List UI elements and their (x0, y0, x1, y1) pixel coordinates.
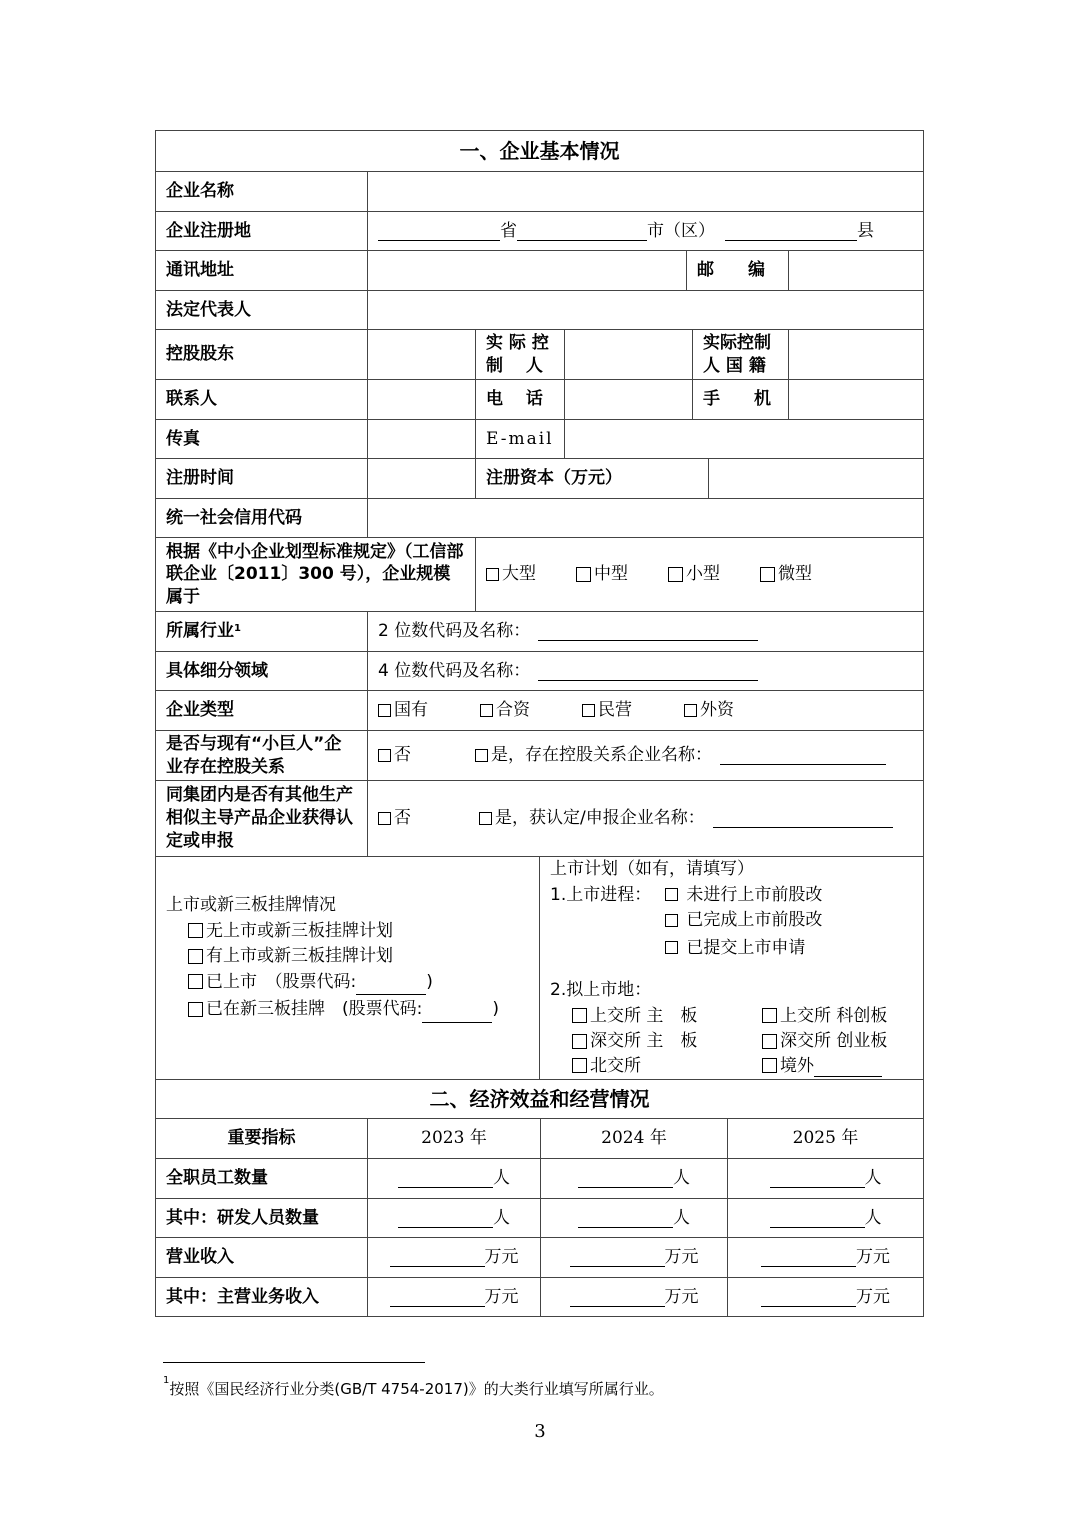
row-fax (156, 419, 923, 458)
listing-title: 上市或新三板挂牌情况 (166, 895, 336, 915)
page-number: 3 (534, 1421, 546, 1442)
checkbox-icon (188, 949, 203, 964)
city-blank[interactable] (517, 222, 647, 241)
footnote-text: 按照《国民经济行业分类(GB/T 4754-2017)》的大类行业填写所属行业。 (169, 1380, 664, 1398)
checkbox-icon (762, 1058, 777, 1073)
checkbox-icon (665, 914, 678, 927)
field-industry[interactable] (367, 612, 923, 651)
county-text: 县 (857, 220, 874, 241)
label-controller: 实 际 控 制 人 (475, 330, 564, 379)
progress-label: 1.上市进程： (550, 884, 652, 905)
field-company-name[interactable] (367, 172, 923, 211)
checkbox-icon (572, 1034, 587, 1049)
col-2024: 2024 年 (540, 1119, 727, 1158)
label-reg-place: 企业注册地 (166, 220, 251, 241)
place-row-2 (550, 1029, 923, 1055)
field-address[interactable] (367, 251, 686, 290)
group-option-no[interactable]: 否 (378, 807, 411, 830)
section1-header-row (156, 131, 923, 171)
listing-option-neeq[interactable]: 已在新三板挂牌 (股票代码: ) (166, 997, 539, 1023)
row-type (156, 690, 923, 730)
group-company-blank[interactable] (713, 809, 893, 828)
checkbox-icon (378, 749, 391, 762)
field-phone[interactable] (564, 380, 692, 419)
checkbox-icon (684, 704, 697, 717)
row-listing (156, 856, 923, 1079)
table-row (156, 1277, 923, 1316)
neeq-code-blank[interactable] (422, 1006, 492, 1023)
label-email: E-mail (475, 420, 564, 458)
place-option-overseas[interactable]: 境外 (762, 1055, 882, 1077)
footnote-mark: 1 (234, 622, 241, 634)
progress-block (550, 883, 923, 909)
label-company-name: 企业名称 (166, 181, 234, 202)
value-cell[interactable]: 人 (540, 1199, 727, 1237)
row-label: 营业收入 (166, 1247, 234, 1268)
value-cell[interactable]: 万元 (727, 1238, 923, 1277)
giant-option-yes[interactable]: 是，存在控股关系企业名称： (475, 744, 712, 767)
checkbox-icon (665, 941, 678, 954)
listing-plan (540, 857, 923, 1079)
place-row-3 (550, 1055, 923, 1077)
checkbox-icon (572, 1058, 587, 1073)
industry-blank[interactable] (538, 622, 758, 641)
label-fax: 传真 (166, 428, 200, 449)
field-legal-rep[interactable] (367, 291, 923, 329)
place-option-sse-main[interactable]: 上交所 主 板 (572, 1004, 762, 1030)
checkbox-icon (576, 567, 591, 582)
type-option-state[interactable]: 国有 (378, 699, 428, 722)
row-label: 其中：主营业务收入 (166, 1286, 319, 1307)
row-shareholder (156, 329, 923, 379)
field-fax[interactable] (367, 420, 475, 458)
label-postcode: 邮 编 (686, 251, 788, 290)
place-option-szse-main[interactable]: 深交所 主 板 (572, 1029, 762, 1055)
checkbox-icon (188, 974, 203, 989)
section1-title: 一、企业基本情况 (459, 138, 620, 163)
plan-title: 上市计划（如有，请填写） (550, 859, 754, 879)
value-cell[interactable]: 人 (727, 1159, 923, 1198)
checkbox-icon (378, 812, 391, 825)
checkbox-icon (582, 704, 595, 717)
checkbox-icon (572, 1008, 587, 1023)
industry-code-label: 2 位数代码及名称： (378, 621, 531, 642)
checkbox-icon (665, 888, 678, 901)
row-industry (156, 611, 923, 651)
row-giant-relation (156, 730, 923, 780)
label-group: 同集团内是否有其他生产相似主导产品企业获得认定或申报 (166, 785, 353, 851)
overseas-blank[interactable] (814, 1060, 882, 1077)
footnote-divider (163, 1362, 425, 1363)
type-options (367, 691, 923, 730)
row-group (156, 780, 923, 856)
place-option-sse-star[interactable]: 上交所 科创板 (762, 1004, 887, 1030)
row-legal-rep (156, 290, 923, 329)
label-address: 通讯地址 (166, 260, 234, 281)
section2-column-header (156, 1118, 923, 1158)
checkbox-icon (762, 1008, 777, 1023)
checkbox-icon (760, 567, 775, 582)
checkbox-icon (188, 1002, 203, 1017)
listing-option-listed[interactable]: 已上市 （股票代码: ) (166, 970, 539, 996)
field-field[interactable] (367, 652, 923, 690)
field-reg-place[interactable] (367, 212, 923, 250)
table-row (156, 1158, 923, 1198)
value-cell[interactable]: 人 (727, 1199, 923, 1237)
giant-option-no[interactable]: 否 (378, 744, 411, 767)
row-contact (156, 379, 923, 419)
group-options (367, 781, 923, 856)
progress-option-1[interactable]: 未进行上市前股改 (665, 883, 822, 909)
field-reg-capital[interactable] (708, 459, 923, 498)
field-shareholder[interactable] (367, 330, 475, 379)
field-email[interactable] (564, 420, 923, 458)
field-reg-time[interactable] (367, 459, 475, 498)
progress-option-2[interactable]: 已完成上市前股改 (550, 908, 923, 934)
giant-relation-options (367, 731, 923, 780)
value-cell[interactable]: 人 (540, 1159, 727, 1198)
listing-option-plan[interactable]: 有上市或新三板挂牌计划 (166, 944, 539, 970)
info-table (155, 130, 924, 1317)
field-blank[interactable] (538, 662, 758, 681)
section2-header-row (156, 1079, 923, 1118)
label-mobile: 手 机 (692, 380, 788, 419)
label-reg-time: 注册时间 (166, 468, 234, 489)
label-reg-capital: 注册资本（万元） (475, 459, 708, 498)
field-controller-nationality[interactable] (788, 330, 923, 379)
label-phone: 电 话 (475, 380, 564, 419)
checkbox-icon (188, 923, 203, 938)
city-text: 市（区） (647, 220, 715, 241)
listing-option-none[interactable]: 无上市或新三板挂牌计划 (166, 919, 539, 945)
field-controller[interactable] (564, 330, 692, 379)
label-scale: 根据《中小企业划型标准规定》（工信部联企业〔2011〕300 号），企业规模属于 (166, 542, 464, 607)
label-legal-rep: 法定代表人 (166, 299, 251, 320)
row-company-name (156, 171, 923, 211)
checkbox-icon (475, 749, 488, 762)
province-blank[interactable] (378, 222, 500, 241)
section2-title: 二、经济效益和经营情况 (429, 1086, 650, 1111)
progress-option-3[interactable]: 已提交上市申请 (550, 936, 923, 962)
province-text: 省 (500, 220, 517, 241)
row-scale (156, 537, 923, 611)
col-2025: 2025 年 (727, 1119, 923, 1158)
checkbox-icon (668, 567, 683, 582)
field-mobile[interactable] (788, 380, 923, 419)
type-option-foreign[interactable]: 外资 (684, 699, 734, 722)
label-industry: 所属行业 1 (166, 621, 241, 642)
table-row (156, 1237, 923, 1277)
listing-status (156, 857, 540, 1079)
field-credit-code[interactable] (367, 499, 923, 537)
footnote-mark: 1 (163, 1375, 170, 1386)
field-contact[interactable] (367, 380, 475, 419)
county-blank[interactable] (725, 222, 857, 241)
value-cell[interactable]: 万元 (540, 1278, 727, 1316)
row-label: 其中：研发人员数量 (166, 1207, 319, 1228)
giant-company-blank[interactable] (720, 746, 886, 765)
value-cell[interactable]: 万元 (367, 1278, 540, 1316)
table-row (156, 1198, 923, 1237)
value-cell[interactable]: 人 (367, 1199, 540, 1237)
place-label: 2.拟上市地： (550, 980, 652, 1000)
type-option-private[interactable]: 民营 (582, 699, 632, 722)
group-option-yes[interactable]: 是，获认定/申报企业名称： (479, 807, 705, 830)
label-contact: 联系人 (166, 389, 217, 410)
field-postcode[interactable] (788, 251, 923, 290)
scale-options (475, 538, 923, 611)
row-reg-place (156, 211, 923, 250)
row-reg-time (156, 458, 923, 498)
checkbox-icon (378, 704, 391, 717)
label-type: 企业类型 (166, 700, 234, 721)
value-cell[interactable]: 万元 (727, 1278, 923, 1316)
type-option-joint[interactable]: 合资 (480, 699, 530, 722)
label-credit-code: 统一社会信用代码 (166, 507, 302, 528)
place-option-szse-gem[interactable]: 深交所 创业板 (762, 1029, 887, 1055)
label-field: 具体细分领域 (166, 660, 268, 681)
scale-option-large[interactable]: 大型 (486, 563, 536, 586)
checkbox-icon (480, 704, 493, 717)
checkbox-icon (479, 812, 492, 825)
scale-option-medium[interactable]: 中型 (576, 563, 628, 586)
row-label: 全职员工数量 (166, 1168, 268, 1189)
field-code-label: 4 位数代码及名称： (378, 660, 531, 681)
label-giant-relation: 是否与现有“小巨人”企业存在控股关系 (166, 734, 342, 777)
footnote (163, 1375, 664, 1399)
row-field (156, 651, 923, 690)
row-address (156, 250, 923, 290)
label-shareholder: 控股股东 (166, 344, 234, 365)
label-controller-nationality: 实际控制人 国 籍 (692, 330, 788, 379)
place-row-1 (550, 1004, 923, 1030)
checkbox-icon (762, 1034, 777, 1049)
stock-code-blank[interactable] (356, 978, 426, 995)
value-cell[interactable]: 万元 (367, 1238, 540, 1277)
value-cell[interactable]: 人 (367, 1159, 540, 1198)
checkbox-icon (486, 568, 499, 581)
scale-option-micro[interactable]: 微型 (760, 563, 812, 586)
col-indicator: 重要指标 (227, 1128, 296, 1149)
place-option-bse[interactable]: 北交所 (572, 1055, 762, 1077)
scale-option-small[interactable]: 小型 (668, 563, 720, 586)
col-2023: 2023 年 (367, 1119, 540, 1158)
row-credit-code (156, 498, 923, 537)
value-cell[interactable]: 万元 (540, 1238, 727, 1277)
